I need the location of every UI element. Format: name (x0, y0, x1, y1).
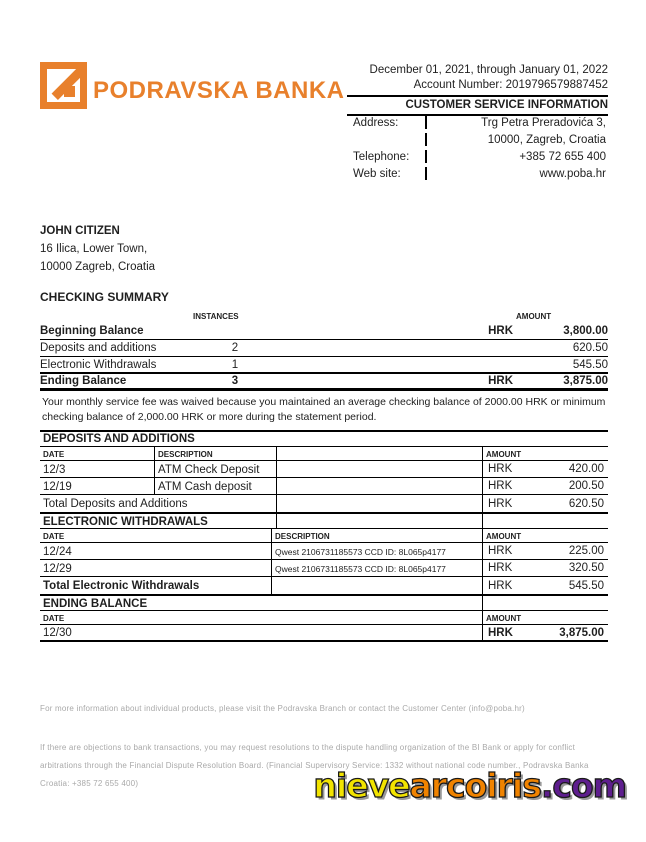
withdrawal-description: Qwest 2106731185573 CCD ID: 8L065p4177 (272, 543, 483, 559)
deposit-amount-cell (483, 478, 608, 494)
customer-service-title: CUSTOMER SERVICE INFORMATION (405, 99, 608, 111)
blank-cell (277, 461, 483, 477)
withdrawal-currency: HRK (488, 562, 513, 574)
blank-cell (483, 521, 488, 522)
checking-summary-title: CHECKING SUMMARY (40, 290, 169, 304)
deposits-total-amount-cell (483, 495, 608, 512)
ending-balance-section-header (40, 594, 608, 611)
withdrawals-total-currency: HRK (488, 579, 513, 592)
address-label-empty (347, 133, 425, 134)
statement-header (347, 64, 608, 184)
withdrawal-amount: 320.50 (568, 562, 604, 574)
deposit-row (40, 461, 608, 478)
withdrawal-amount-cell (483, 560, 608, 576)
withdrawals-section-title: ELECTRONIC WITHDRAWALS (40, 514, 277, 528)
watermark-part-arcoiris: arcoiris (409, 766, 541, 805)
deposits-total-amount: 620.50 (568, 497, 604, 510)
summary-label: Ending Balance (40, 375, 127, 387)
checking-summary-header-row (40, 309, 608, 323)
amount-column-header: AMOUNT (486, 532, 522, 541)
service-row-address (347, 116, 608, 133)
blank-column (277, 447, 483, 460)
address-value-line1: Trg Petra Preradovića 3, (425, 116, 608, 129)
deposit-currency: HRK (488, 480, 513, 492)
summary-row-withdrawals (40, 357, 608, 374)
withdrawal-currency: HRK (488, 545, 513, 557)
ending-balance-date: 12/30 (40, 625, 483, 640)
blank-cell (272, 577, 483, 594)
telephone-label: Telephone: (353, 151, 410, 163)
description-column-header: DESCRIPTION (155, 447, 277, 460)
bank-logo-inner (47, 69, 80, 102)
withdrawals-total-amount-cell (483, 577, 608, 594)
ending-balance-amount: 3,875.00 (559, 626, 604, 639)
customer-address-line1: 16 Ilica, Lower Town, (40, 243, 148, 255)
summary-header-currency (468, 316, 513, 317)
summary-amount: 545.50 (572, 358, 608, 371)
deposit-amount: 200.50 (568, 480, 604, 492)
ending-balance-currency: HRK (488, 626, 513, 639)
deposits-total-row (40, 495, 608, 512)
date-column-header: DATE (40, 529, 272, 542)
watermark-part-com: .com (540, 766, 626, 805)
deposits-section-header (40, 430, 608, 447)
website-label: Web site: (353, 168, 401, 180)
withdrawal-date: 12/29 (40, 560, 272, 576)
summary-amount: 3,800.00 (563, 325, 608, 337)
summary-row-beginning-balance (40, 323, 608, 340)
deposit-date: 12/19 (40, 478, 155, 494)
footer-info-line: For more information about individual products, please visit the Podravska Branch or contact the Customer Center (info@poba.hr) (40, 704, 525, 713)
summary-currency: HRK (488, 325, 513, 337)
date-column-header: DATE (40, 447, 155, 460)
withdrawal-row (40, 543, 608, 560)
deposits-total-label: Total Deposits and Additions (40, 495, 277, 512)
blank-cell (277, 514, 483, 528)
deposit-description: ATM Cash deposit (155, 478, 277, 494)
ending-balance-amount-cell (483, 625, 608, 640)
withdrawals-section-header (40, 512, 608, 529)
summary-currency: HRK (488, 375, 513, 387)
withdrawal-amount: 225.00 (568, 545, 604, 557)
ending-balance-header-row (40, 611, 608, 625)
deposits-section-title: DEPOSITS AND ADDITIONS (43, 433, 195, 445)
amount-column-header: AMOUNT (516, 312, 552, 321)
blank-cell (483, 603, 488, 604)
address-label: Address: (353, 117, 399, 129)
summary-header-spacer (40, 316, 190, 317)
withdrawals-header-row (40, 529, 608, 543)
withdrawal-date: 12/24 (40, 543, 272, 559)
account-number-value: 2019796579887452 (505, 79, 608, 91)
summary-row-deposits (40, 340, 608, 357)
footer-dispute-line: If there are objections to bank transactions, you may request resolutions to the dispute handling organization of the BI Bank or apply for conflict arbitrations through the Financial Dispute Resolution Board. (Financial Supervisory Service: 1332 without national code number., Podravska Banka Croatia: +385 72 655 400) (40, 743, 589, 788)
customer-service-table (347, 114, 608, 184)
telephone-value: +385 72 655 400 (425, 150, 608, 163)
customer-block (40, 222, 155, 276)
withdrawals-total-label: Total Electronic Withdrawals (40, 577, 272, 594)
deposits-header-row (40, 447, 608, 461)
logo-square-dot (64, 86, 75, 97)
summary-amount: 620.50 (572, 342, 608, 354)
amount-column-header: AMOUNT (486, 614, 522, 623)
summary-label: Electronic Withdrawals (40, 358, 157, 371)
bank-name: PODRAVSKA BANKA (93, 77, 345, 104)
deposit-amount-cell (483, 461, 608, 477)
summary-label: Beginning Balance (40, 325, 144, 337)
watermark-text (313, 766, 626, 805)
summary-label: Deposits and additions (40, 342, 157, 354)
deposit-amount: 420.00 (568, 463, 604, 475)
withdrawals-total-row (40, 577, 608, 594)
instances-column-header: INSTANCES (193, 312, 239, 321)
deposit-description: ATM Check Deposit (155, 461, 277, 477)
withdrawal-amount-cell (483, 543, 608, 559)
description-column-header: DESCRIPTION (272, 529, 483, 542)
deposit-currency: HRK (488, 463, 513, 475)
deposit-row (40, 478, 608, 495)
watermark-part-nieve: nieve (313, 766, 410, 805)
bank-logo-icon (40, 62, 87, 109)
statement-period: December 01, 2021, through January 01, 2022 (369, 64, 608, 76)
blank-cell (277, 495, 483, 512)
service-row-website (347, 167, 608, 184)
deposit-date: 12/3 (40, 461, 155, 477)
date-column-header: DATE (40, 611, 483, 624)
account-number-line (347, 79, 608, 91)
address-value-line2: 10000, Zagreb, Croatia (425, 133, 608, 146)
summary-instances: 2 (231, 342, 239, 354)
amount-column-header: AMOUNT (486, 450, 522, 459)
ending-balance-row (40, 625, 608, 642)
deposits-total-currency: HRK (488, 497, 513, 510)
summary-row-ending-balance (40, 374, 608, 391)
summary-instances: 3 (231, 375, 239, 387)
service-row-telephone (347, 150, 608, 167)
customer-address-line2: 10000 Zagreb, Croatia (40, 261, 156, 273)
summary-amount: 3,875.00 (563, 375, 608, 387)
service-row-address2 (347, 133, 608, 150)
customer-name: JOHN CITIZEN (40, 225, 120, 237)
fee-waiver-note: Your monthly service fee was waived because you maintained an average checking balance of 2000.00 HRK or minimum checking balance of 2,000.00 HRK or more during the statement period. (42, 396, 606, 423)
ending-balance-section-title: ENDING BALANCE (40, 596, 483, 610)
withdrawal-description: Qwest 2106731185573 CCD ID: 8L065p4177 (272, 560, 483, 576)
summary-header-fill (280, 316, 468, 317)
statement-body (40, 290, 608, 642)
account-number-label: Account Number: (413, 79, 503, 91)
website-value: www.poba.hr (425, 167, 608, 180)
withdrawals-total-amount: 545.50 (568, 579, 604, 592)
summary-instances: 1 (231, 358, 239, 371)
blank-cell (277, 478, 483, 494)
withdrawal-row (40, 560, 608, 577)
